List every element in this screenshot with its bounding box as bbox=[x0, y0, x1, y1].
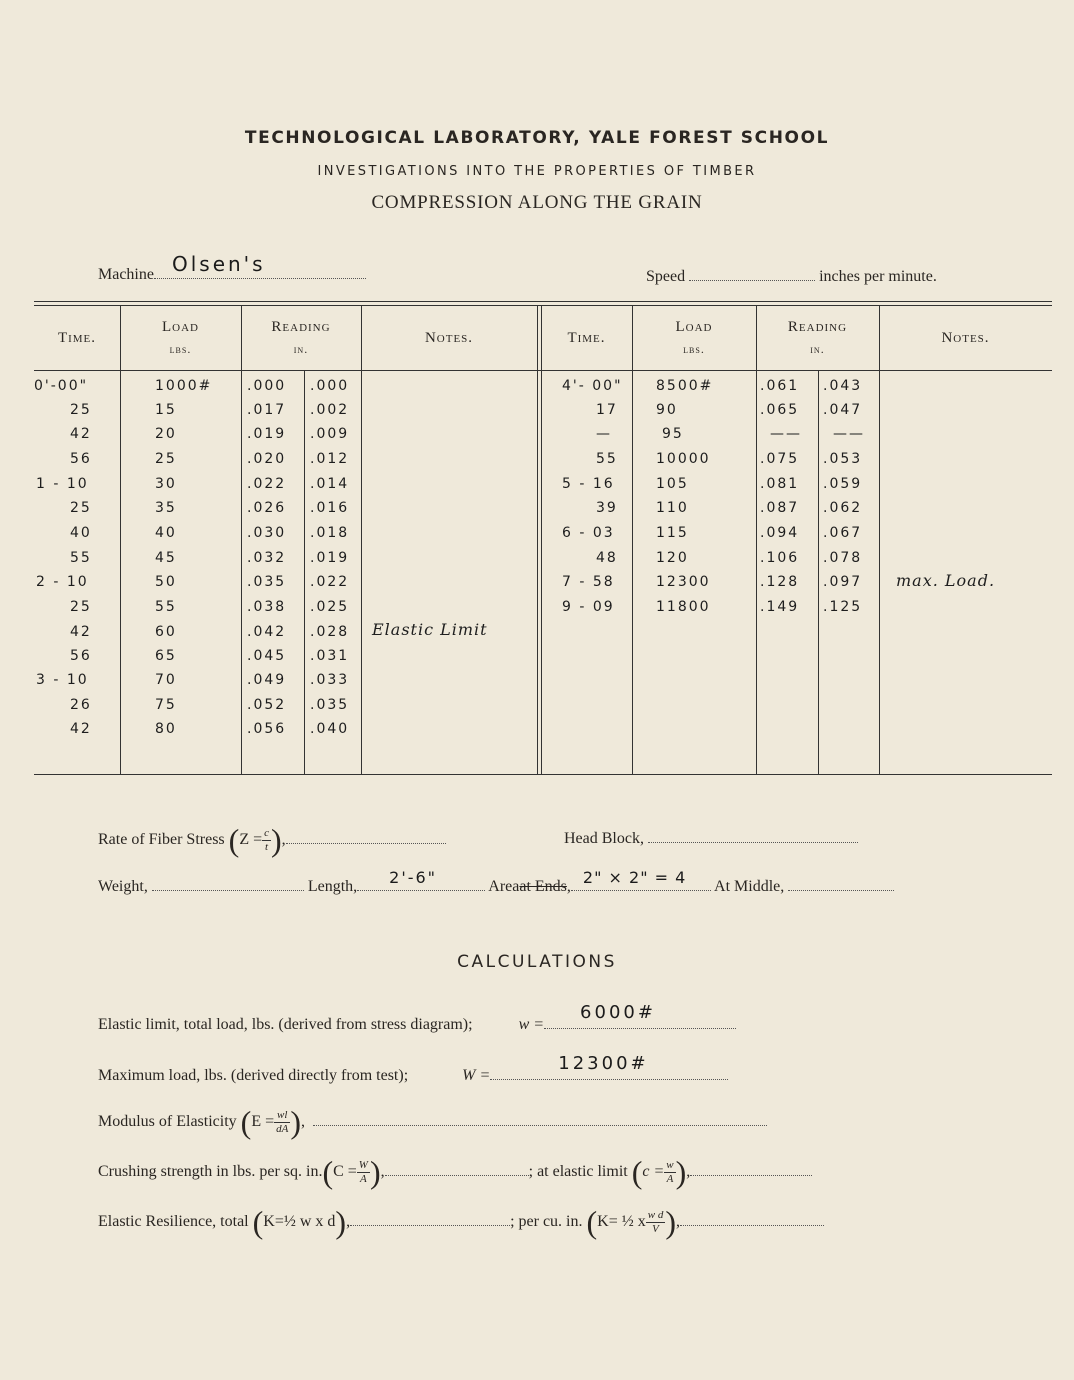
area-label: Area bbox=[488, 878, 520, 895]
resilience-formula: K=½ w x d bbox=[263, 1213, 336, 1231]
crushing-elastic-denominator: A bbox=[666, 1173, 674, 1185]
right-reading-2: .053 bbox=[823, 451, 863, 467]
left-load: 75 bbox=[155, 697, 177, 713]
left-time: 25 bbox=[70, 402, 92, 418]
left-load: 35 bbox=[155, 500, 177, 516]
col-divider bbox=[304, 370, 305, 774]
investigation-subtitle: INVESTIGATIONS INTO THE PROPERTIES OF TIMBER bbox=[317, 164, 757, 179]
right-time: 4'- 00" bbox=[562, 378, 623, 394]
col-divider bbox=[361, 306, 362, 774]
max-load-value: 12300# bbox=[558, 1053, 649, 1074]
header-reading-unit: in. bbox=[293, 342, 309, 356]
right-reading-2: .067 bbox=[823, 525, 863, 541]
right-load: 110 bbox=[656, 500, 689, 516]
crushing-row: Crushing strength in lbs. per sq. in.(C = $\frac{W}{A}$ ), ; at elastic limit (c = $\frac{w}{A}$ ), bbox=[98, 1154, 812, 1191]
elastic-limit-var: w = bbox=[518, 1016, 545, 1033]
right-load: 11800 bbox=[656, 599, 711, 615]
resilience-blank bbox=[350, 1211, 510, 1226]
header-reading-label: Reading bbox=[787, 319, 848, 335]
left-reading-2: .012 bbox=[310, 451, 350, 467]
crushing-formula: C = bbox=[333, 1163, 357, 1181]
left-reading-2: .025 bbox=[310, 599, 350, 615]
fiber-stress-numerator: c bbox=[264, 827, 269, 839]
modulus-formula: E = bbox=[251, 1113, 275, 1131]
weight-label: Weight, bbox=[98, 878, 148, 895]
right-reading-2: .125 bbox=[823, 599, 863, 615]
speed-blank bbox=[689, 266, 815, 281]
left-note-elastic-limit: Elastic Limit bbox=[372, 620, 488, 639]
crushing-elastic-formula: c = bbox=[642, 1163, 665, 1181]
right-time: 7 - 58 bbox=[562, 574, 615, 590]
left-reading-1: .049 bbox=[247, 672, 287, 688]
laboratory-title: TECHNOLOGICAL LABORATORY, YALE FOREST SCHOOL bbox=[244, 128, 830, 148]
machine-label: Machine bbox=[98, 266, 154, 283]
fiber-stress-denominator: t bbox=[265, 841, 269, 853]
left-load: 1000# bbox=[155, 378, 213, 394]
fiber-stress-field: Rate of Fiber Stress (Z = $\frac{c}{t}$ ), bbox=[98, 822, 446, 859]
left-reading-2: .035 bbox=[310, 697, 350, 713]
right-time: — bbox=[596, 426, 612, 442]
resilience-per-cu-formula: K= ½ x bbox=[597, 1213, 646, 1231]
right-reading-2: .097 bbox=[823, 574, 863, 590]
crushing-blank bbox=[385, 1161, 529, 1176]
left-load: 65 bbox=[155, 648, 177, 664]
col-divider bbox=[541, 306, 542, 774]
left-time: 2 - 10 bbox=[36, 574, 89, 590]
right-time: 55 bbox=[596, 451, 618, 467]
left-reading-1: .030 bbox=[247, 525, 287, 541]
right-time: 39 bbox=[596, 500, 618, 516]
left-load: 30 bbox=[155, 476, 177, 492]
right-reading-2: .062 bbox=[823, 500, 863, 516]
col-divider bbox=[756, 306, 757, 774]
right-reading-1: .075 bbox=[760, 451, 800, 467]
header-notes-right: Notes. bbox=[941, 330, 990, 346]
right-reading-1: .128 bbox=[760, 574, 800, 590]
head-block-label: Head Block, bbox=[564, 830, 644, 847]
left-reading-1: .045 bbox=[247, 648, 287, 664]
right-reading-1: .106 bbox=[760, 550, 800, 566]
header-load-unit: lbs. bbox=[683, 342, 705, 356]
right-time: 9 - 09 bbox=[562, 599, 615, 615]
left-time: 42 bbox=[70, 721, 92, 737]
resilience-per-cu-label: ; per cu. in. bbox=[510, 1213, 583, 1231]
right-load: 120 bbox=[656, 550, 689, 566]
right-load: 12300 bbox=[656, 574, 711, 590]
modulus-denominator: dA bbox=[276, 1123, 289, 1135]
modulus-blank bbox=[313, 1111, 767, 1126]
left-reading-1: .017 bbox=[247, 402, 287, 418]
left-reading-1: .052 bbox=[247, 697, 287, 713]
left-time: 56 bbox=[70, 451, 92, 467]
header-reading-unit: in. bbox=[810, 342, 825, 356]
left-load: 80 bbox=[155, 721, 177, 737]
left-reading-1: .032 bbox=[247, 550, 287, 566]
middle-label: At Middle, bbox=[714, 878, 785, 895]
left-reading-1: .056 bbox=[247, 721, 287, 737]
dimensions-field: Weight, Length, 2'-6" Areaat Ends, 2" × 2" = 4 At Middle, bbox=[98, 876, 894, 896]
fiber-stress-formula: Z = bbox=[239, 831, 263, 849]
max-load-label: Maximum load, lbs. (derived directly from test); bbox=[98, 1067, 409, 1084]
length-label: Length, bbox=[307, 878, 358, 895]
resilience-numerator: w d bbox=[647, 1209, 664, 1221]
header-load-left bbox=[120, 316, 241, 360]
head-block-field bbox=[564, 828, 858, 848]
left-reading-1: .019 bbox=[247, 426, 287, 442]
max-load-row bbox=[98, 1053, 728, 1085]
left-reading-2: .009 bbox=[310, 426, 350, 442]
left-load: 55 bbox=[155, 599, 177, 615]
col-divider bbox=[241, 306, 242, 774]
left-reading-1: .000 bbox=[247, 378, 287, 394]
left-reading-1: .042 bbox=[247, 624, 287, 640]
length-value: 2'-6" bbox=[389, 868, 438, 887]
crushing-elastic-blank bbox=[690, 1161, 812, 1176]
crushing-elastic-numerator: w bbox=[666, 1159, 674, 1171]
elastic-limit-row bbox=[98, 1002, 736, 1034]
right-reading-2: —— bbox=[833, 426, 865, 442]
modulus-row: Modulus of Elasticity (E = $\frac{wl}{dA}$ ), bbox=[98, 1104, 767, 1141]
left-reading-1: .038 bbox=[247, 599, 287, 615]
fiber-stress-label: Rate of Fiber Stress bbox=[98, 831, 225, 849]
header-notes-left: Notes. bbox=[424, 330, 474, 346]
area-label-struck: at Ends bbox=[519, 878, 567, 895]
header-time-right: Time. bbox=[567, 330, 606, 346]
crushing-numerator: W bbox=[358, 1159, 368, 1171]
right-load: 115 bbox=[656, 525, 689, 541]
left-reading-1: .022 bbox=[247, 476, 287, 492]
left-time: 3 - 10 bbox=[36, 672, 89, 688]
resilience-per-cu-blank bbox=[680, 1211, 824, 1226]
right-reading-1: .081 bbox=[760, 476, 800, 492]
table-top-rule-2 bbox=[34, 305, 1052, 306]
resilience-row: Elastic Resilience, total (K=½ w x d), ; per cu. in. (K= ½ x $\frac{\text{w d}}{V}$ ), bbox=[98, 1204, 824, 1241]
right-reading-2: .059 bbox=[823, 476, 863, 492]
right-time: 6 - 03 bbox=[562, 525, 615, 541]
left-reading-2: .028 bbox=[310, 624, 350, 640]
right-reading-1: .087 bbox=[760, 500, 800, 516]
left-time: 0'-00" bbox=[34, 378, 89, 394]
left-time: 42 bbox=[70, 624, 92, 640]
right-reading-2: .047 bbox=[823, 402, 863, 418]
left-load: 20 bbox=[155, 426, 177, 442]
crushing-label: Crushing strength in lbs. per sq. in. bbox=[98, 1163, 323, 1181]
table-top-rule-1 bbox=[34, 301, 1052, 302]
left-time: 55 bbox=[70, 550, 92, 566]
speed-unit: inches per minute. bbox=[819, 268, 937, 285]
machine-field bbox=[98, 252, 366, 284]
col-divider bbox=[120, 306, 121, 774]
right-load: 105 bbox=[656, 476, 689, 492]
right-reading-1: .094 bbox=[760, 525, 800, 541]
left-reading-1: .035 bbox=[247, 574, 287, 590]
right-reading-1: .065 bbox=[760, 402, 800, 418]
middle-blank bbox=[788, 876, 894, 891]
resilience-denominator: V bbox=[652, 1223, 659, 1235]
machine-value: Olsen's bbox=[171, 252, 266, 276]
header-reading-left bbox=[241, 316, 361, 360]
left-reading-1: .026 bbox=[247, 500, 287, 516]
left-time: 25 bbox=[70, 500, 92, 516]
left-load: 40 bbox=[155, 525, 177, 541]
header-load-unit: lbs. bbox=[169, 342, 192, 356]
right-load: 95 bbox=[662, 426, 684, 442]
right-time: 17 bbox=[596, 402, 618, 418]
test-title: COMPRESSION ALONG THE GRAIN bbox=[371, 192, 703, 213]
header-reading-label: Reading bbox=[271, 319, 331, 335]
left-time: 26 bbox=[70, 697, 92, 713]
crushing-denominator: A bbox=[360, 1173, 367, 1185]
header-load-label: Load bbox=[675, 319, 713, 335]
head-block-blank bbox=[648, 828, 858, 843]
modulus-numerator: wl bbox=[274, 1109, 290, 1123]
left-reading-2: .016 bbox=[310, 500, 350, 516]
right-load: 90 bbox=[656, 402, 678, 418]
left-reading-2: .033 bbox=[310, 672, 350, 688]
area-value: 2" × 2" = 4 bbox=[582, 868, 687, 887]
elastic-limit-value: 6000# bbox=[580, 1002, 656, 1023]
header-reading-right bbox=[756, 316, 879, 360]
left-reading-2: .040 bbox=[310, 721, 350, 737]
speed-label: Speed bbox=[646, 268, 686, 285]
right-time: 5 - 16 bbox=[562, 476, 615, 492]
header-time-left: Time. bbox=[57, 330, 97, 346]
resilience-label: Elastic Resilience, total bbox=[98, 1213, 249, 1231]
weight-blank bbox=[152, 876, 304, 891]
left-time: 1 - 10 bbox=[36, 476, 89, 492]
left-load: 25 bbox=[155, 451, 177, 467]
left-time: 25 bbox=[70, 599, 92, 615]
left-time: 40 bbox=[70, 525, 92, 541]
left-time: 42 bbox=[70, 426, 92, 442]
left-reading-1: .020 bbox=[247, 451, 287, 467]
table-bottom-rule bbox=[34, 774, 1052, 775]
left-load: 70 bbox=[155, 672, 177, 688]
header-load-right bbox=[632, 316, 756, 360]
table-header-rule bbox=[34, 370, 1052, 371]
left-load: 50 bbox=[155, 574, 177, 590]
fiber-stress-blank bbox=[286, 829, 446, 844]
left-load: 15 bbox=[155, 402, 177, 418]
right-load: 8500# bbox=[656, 378, 714, 394]
right-reading-2: .078 bbox=[823, 550, 863, 566]
header-load-label: Load bbox=[162, 319, 199, 335]
calculations-title: CALCULATIONS bbox=[457, 952, 617, 972]
col-divider bbox=[537, 306, 538, 774]
col-divider bbox=[818, 370, 819, 774]
left-reading-2: .019 bbox=[310, 550, 350, 566]
right-reading-1: —— bbox=[770, 426, 802, 442]
max-load-var: W = bbox=[462, 1067, 491, 1084]
left-reading-2: .031 bbox=[310, 648, 350, 664]
left-reading-2: .014 bbox=[310, 476, 350, 492]
right-reading-1: .061 bbox=[760, 378, 800, 394]
right-note-max-load: max. Load. bbox=[896, 571, 996, 590]
col-divider bbox=[632, 306, 633, 774]
elastic-limit-label: Elastic limit, total load, lbs. (derived from stress diagram); bbox=[98, 1016, 473, 1033]
col-divider bbox=[879, 306, 880, 774]
modulus-label: Modulus of Elasticity bbox=[98, 1113, 237, 1131]
left-load: 60 bbox=[155, 624, 177, 640]
left-reading-2: .002 bbox=[310, 402, 350, 418]
left-load: 45 bbox=[155, 550, 177, 566]
right-load: 10000 bbox=[656, 451, 711, 467]
left-reading-2: .018 bbox=[310, 525, 350, 541]
right-reading-1: .149 bbox=[760, 599, 800, 615]
left-time: 56 bbox=[70, 648, 92, 664]
left-reading-2: .022 bbox=[310, 574, 350, 590]
speed-field bbox=[646, 266, 937, 286]
right-time: 48 bbox=[596, 550, 618, 566]
right-reading-2: .043 bbox=[823, 378, 863, 394]
left-reading-2: .000 bbox=[310, 378, 350, 394]
crushing-elastic-label: ; at elastic limit bbox=[528, 1163, 628, 1181]
